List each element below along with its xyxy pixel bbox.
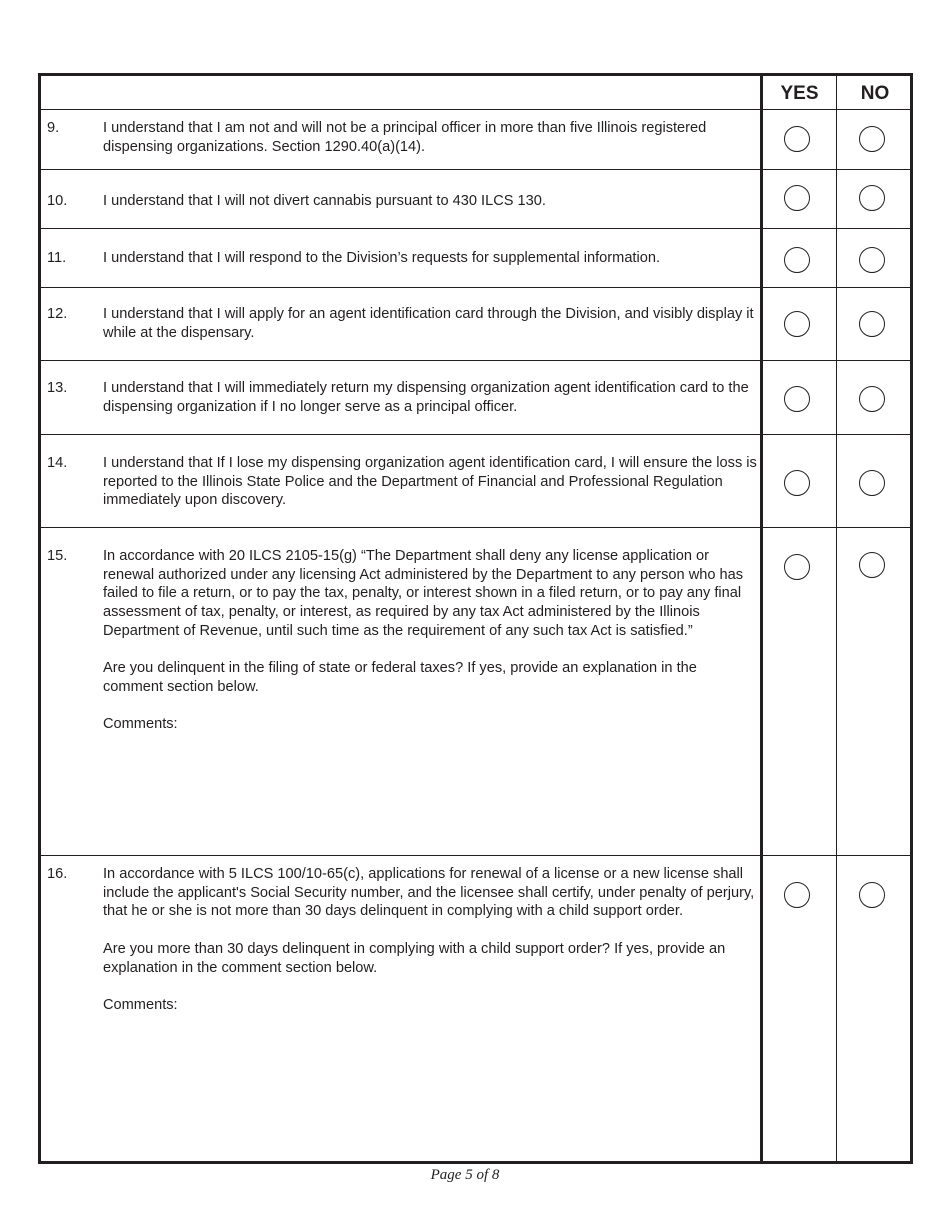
question-row-13 — [41, 361, 910, 435]
question-text — [103, 305, 757, 342]
question-paragraph: I understand that I will respond to the Division’s requests for supplemental information. — [103, 250, 661, 266]
question-number: 16. — [47, 866, 68, 882]
no-column-header: NO — [860, 83, 890, 104]
page-number: Page 5 of 8 — [430, 1167, 500, 1183]
yes-radio-14[interactable] — [784, 470, 810, 496]
no-radio-13[interactable] — [859, 386, 885, 412]
question-paragraph: I understand that If I lose my dispensing organization agent identification card, I will ensure the loss is reported to the Illinois State Police and the Department of Financial and Professional Regulation immediately upon discovery. — [103, 455, 757, 509]
yes-radio-16[interactable] — [784, 882, 810, 908]
no-radio-16[interactable] — [859, 882, 885, 908]
question-number: 9. — [47, 120, 60, 136]
question-row-10 — [41, 170, 910, 229]
question-row-14 — [41, 435, 910, 528]
question-text — [103, 379, 757, 416]
question-number: 10. — [47, 193, 68, 209]
questionnaire-table — [38, 73, 913, 1164]
question-paragraph: In accordance with 5 ILCS 100/10-65(c), applications for renewal of a license or a new license shall include the applicant's Social Security number, and the licensee shall certify, under penalty of perjury, that he or she is not more than 30 days delinquent in complying with a child support order. — [103, 866, 755, 920]
question-paragraph: I understand that I am not and will not be a principal officer in more than five Illinois registered dispensing organizations. Section 1290.40(a)(14). — [103, 120, 707, 155]
question-row-15 — [41, 528, 910, 856]
no-radio-9[interactable] — [859, 126, 885, 152]
question-text — [103, 454, 757, 510]
question-number: 15. — [47, 548, 68, 564]
question-text — [103, 865, 757, 1015]
yes-radio-11[interactable] — [784, 247, 810, 273]
question-text — [103, 249, 757, 268]
comments-label: Comments: — [103, 716, 178, 733]
question-number: 14. — [47, 455, 68, 471]
question-paragraph: I understand that I will not divert cannabis pursuant to 430 ILCS 130. — [103, 193, 546, 209]
question-paragraph: In accordance with 20 ILCS 2105-15(g) “The Department shall deny any license application or renewal authorized under any licensing Act administered by the Department to any person who has failed to file a return, or to pay the tax, penalty, or interest shown in a filed return, or to pay any final assessment of tax, penalty, or interest, as required by any tax Act administered by the Illinois Department of Revenue, until such time as the requirement of any such tax Act is satisfied.” — [103, 548, 744, 639]
question-paragraph: Are you more than 30 days delinquent in complying with a child support order? If yes, provide an explanation in the comment section below. — [103, 940, 726, 976]
question-number: 13. — [47, 380, 68, 396]
question-paragraph: I understand that I will apply for an agent identification card through the Division, and visibly display it while at the dispensary. — [103, 306, 754, 341]
yes-radio-10[interactable] — [784, 185, 810, 211]
question-row-11 — [41, 229, 910, 288]
question-row-12 — [41, 288, 910, 361]
question-row-16 — [41, 856, 910, 1161]
no-radio-10[interactable] — [859, 185, 885, 211]
table-header — [41, 76, 910, 110]
yes-radio-13[interactable] — [784, 386, 810, 412]
yes-radio-15[interactable] — [784, 554, 810, 580]
question-paragraph: Are you delinquent in the filing of state or federal taxes? If yes, provide an explanation in the comment section below. — [103, 660, 697, 695]
comments-label: Comments: — [103, 996, 178, 1013]
question-row-9 — [41, 109, 910, 170]
question-text — [103, 547, 757, 734]
question-paragraph: I understand that I will immediately return my dispensing organization agent identification card to the dispensing organization if I no longer serve as a principal officer. — [103, 380, 749, 415]
question-text — [103, 192, 757, 211]
no-radio-12[interactable] — [859, 311, 885, 337]
question-text — [103, 119, 757, 156]
question-number: 12. — [47, 306, 68, 322]
yes-radio-12[interactable] — [784, 311, 810, 337]
no-radio-14[interactable] — [859, 470, 885, 496]
yes-radio-9[interactable] — [784, 126, 810, 152]
question-number: 11. — [47, 250, 67, 266]
no-radio-15[interactable] — [859, 552, 885, 578]
yes-column-header: YES — [780, 83, 819, 104]
no-radio-11[interactable] — [859, 247, 885, 273]
